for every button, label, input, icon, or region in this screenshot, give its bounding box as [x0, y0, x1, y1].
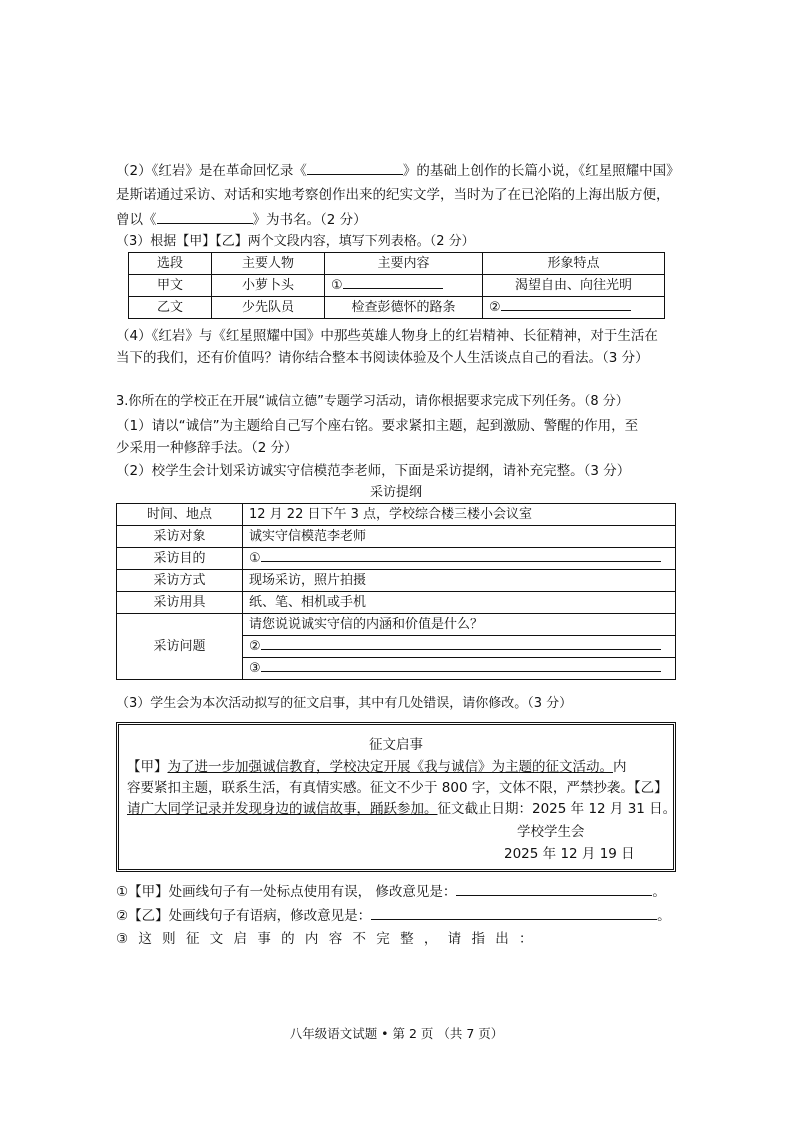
table-row [129, 253, 665, 275]
table-row: 采访问题 请您说说诚实守信的内涵和价值是什么？ [117, 614, 676, 636]
notice-signer: 学校学生会 [517, 824, 585, 840]
task3-sub3: （3）学生会为本次活动拟写的征文启事，其中有几处错误，请你修改。（3 分） [116, 696, 573, 711]
q4-line1: （4）《红岩》与《红星照耀中国》中那些英雄人物身上的红岩精神、长征精神，对于生活在 [116, 328, 658, 344]
q2-blank-2[interactable] [157, 209, 253, 224]
q2-line2: 是斯诺通过采访、对话和实地考察创作出来的纪实文学，当时为了在已沦陷的上海出版方便， [116, 187, 670, 203]
table-row: 甲文 小萝卜头 ① 渴望自由、向往光明 [129, 275, 665, 297]
task3-sub1-line2: 少采用一种修辞手法。（2 分） [116, 440, 298, 456]
answer-2: ②【乙】处画线句子有语病，修改意见是： 。 [116, 905, 671, 926]
task3-title: 3.你所在的学校正在开展“诚信立德”专题学习活动，请你根据要求完成下列任务。（8 分） [116, 394, 629, 409]
answer-cell-1[interactable]: ① [325, 275, 483, 297]
notice-title: 征文启事 [369, 737, 423, 753]
answer-3: ③ 这 则 征 文 启 事 的 内 容 不 完 整 ， 请 指 出 ： [116, 931, 536, 947]
answer-cell-2[interactable]: ② [483, 297, 665, 319]
question-3-answer[interactable]: ③ [243, 658, 676, 680]
answer-1: ①【甲】处画线句子有一处标点使用有误， 修改意见是： 。 [116, 881, 666, 902]
task3-sub1-line1: （1）请以“诚信”为主题给自己写个座右铭。要求紧扣主题，起到激励、警醒的作用，至 [116, 418, 639, 434]
table-row: 采访目的 ① [117, 548, 676, 570]
q2-line1: （2）《红岩》是在革命回忆录《 》的基础上创作的长篇小说，《红星照耀中国》 [116, 160, 680, 181]
table-row: 采访对象 诚实守信模范李老师 [117, 526, 676, 548]
answer-2-blank[interactable] [371, 905, 657, 920]
outline-title: 采访提纲 [369, 485, 422, 500]
header-cell: 主要内容 [325, 253, 483, 275]
outline-table [116, 503, 676, 680]
notice-line1: 【甲】为了进一步加强诚信教育，学校决定开展《我与诚信》为主题的征文活动。内 [127, 759, 627, 775]
notice-line3: 请广大同学记录并发现身边的诚信故事，踊跃参加。征文截止日期：2025 年 12 月 31 日。 [127, 801, 677, 817]
notice-date: 2025 年 12 月 19 日 [504, 846, 635, 862]
table-row: 采访用具 纸、笔、相机或手机 [117, 592, 676, 614]
notice-line2: 容要紧扣主题，联系生活，有真情实感。征文不少于 800 字，文体不限，严禁抄袭。【乙】 [127, 780, 668, 796]
table-row: 采访方式 现场采访，照片拍摄 [117, 570, 676, 592]
question-2-answer[interactable]: ② [243, 636, 676, 658]
header-cell: 选段 [129, 253, 212, 275]
table-row: 时间、地点 12 月 22 日下午 3 点，学校综合楼三楼小会议室 [117, 504, 676, 526]
q3-table [128, 252, 665, 319]
page-footer: 八年级语文试题 • 第 2 页 （共 7 页） [289, 1026, 504, 1041]
q3-prompt: （3）根据【甲】【乙】两个文段内容，填写下列表格。（2 分） [116, 234, 475, 249]
notice-box [116, 722, 676, 872]
answer-1-blank[interactable] [456, 881, 652, 896]
task3-sub2: （2）校学生会计划采访诚实守信模范李老师，下面是采访提纲，请补充完整。（3 分） [116, 463, 631, 479]
q2-blank-1[interactable] [307, 160, 403, 175]
purpose-answer[interactable]: ① [243, 548, 676, 570]
header-cell: 主要人物 [212, 253, 325, 275]
q2-line3: 曾以《 》为书名。（2 分） [116, 209, 367, 230]
header-cell: 形象特点 [483, 253, 665, 275]
q4-line2: 当下的我们，还有价值吗？请你结合整本书阅读体验及个人生活谈点自己的看法。（3 分） [116, 350, 649, 366]
table-row: 乙文 少先队员 检查彭德怀的路条 ② [129, 297, 665, 319]
